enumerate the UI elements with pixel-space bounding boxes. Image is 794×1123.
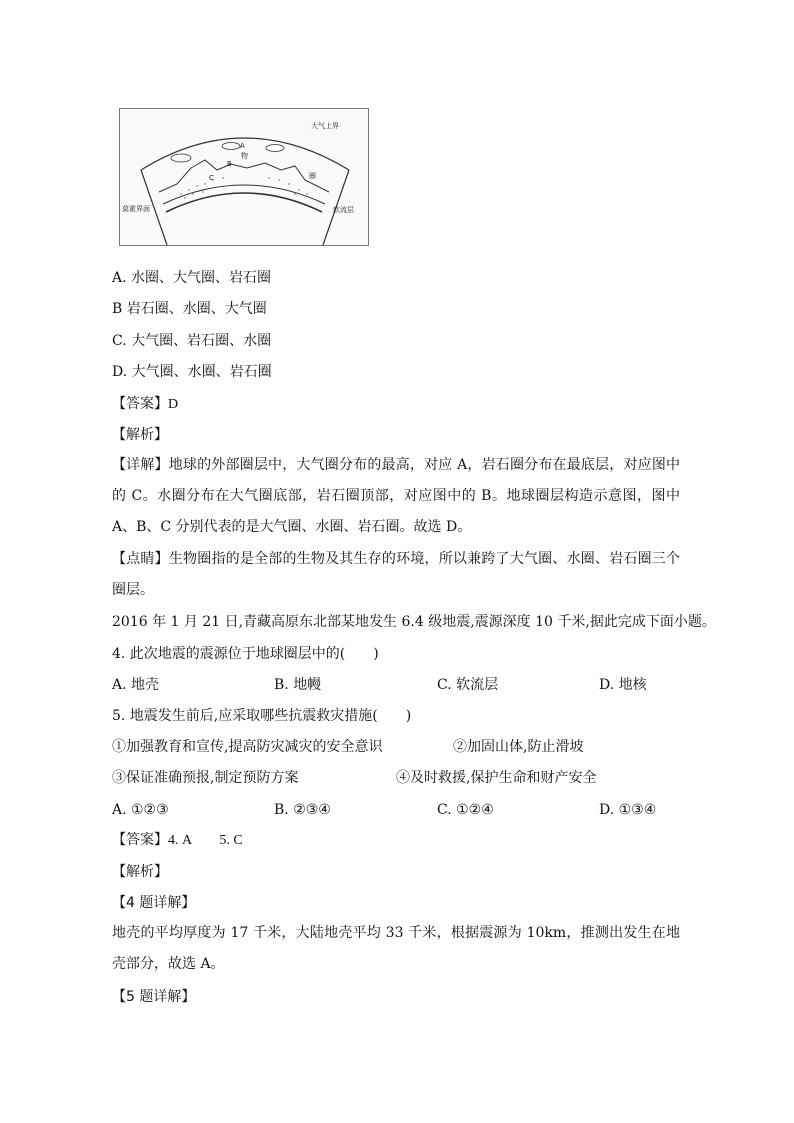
q3-analysis-tag: 【解析】 <box>112 427 168 443</box>
q3-option-b: B 岩石圈、水圈、大气圈 <box>112 301 267 317</box>
q4-option-b: B. 地幔 <box>274 677 322 693</box>
q4-option-a: A. 地壳 <box>112 677 160 693</box>
q3-answer <box>112 394 178 415</box>
q3-option-c: C. 大气圈、岩石圈、水圈 <box>112 333 272 349</box>
detail-text: 地球的外部圈层中，大气圈分布的最高，对应 A，岩石圈分布在最底层，对应图中的 C。水圈分布在大气圈底部，岩石圈顶部，对应图中的 B。地球圈层构造示意图，图中 A、B、C 分别代表的是大气圈、水圈、岩石圈。故选 D。 <box>112 457 681 535</box>
label-a-sub: 物 <box>241 152 248 160</box>
analysis-45-tag: 【解析】 <box>112 864 168 880</box>
answer-45-text: 4. A 5. C <box>168 833 243 848</box>
q5-item-3: ③保证准确预报,制定预防方案 <box>112 770 299 786</box>
answer-45 <box>112 830 243 851</box>
q5-option-a: A. ①②③ <box>112 802 169 818</box>
comment-text: 生物圈指的是全部的生物及其生存的环境，所以兼跨了大气圈、水圈、岩石圈三个圈层。 <box>112 551 681 598</box>
detail-tag: 【详解】 <box>112 457 169 473</box>
detail-4-tag: 【4 题详解】 <box>112 895 196 911</box>
q3-option-a: A. 水圈、大气圈、岩石圈 <box>112 270 272 286</box>
q4-option-c: C. 软流层 <box>437 677 499 693</box>
answer-tag: 【答案】 <box>112 396 168 412</box>
label-upper-boundary: 大气上界 <box>311 122 339 130</box>
question-stem: 2016 年 1 月 21 日,青藏高原东北部某地发生 6.4 级地震,震源深度 10 千米,据此完成下面小题。 <box>112 614 716 630</box>
label-a: A <box>240 142 245 150</box>
comment-tag: 【点睛】 <box>112 551 169 567</box>
q3-comment <box>112 544 680 606</box>
earth-sphere-diagram <box>119 108 369 246</box>
answer-45-tag: 【答案】 <box>112 832 168 848</box>
label-b: B <box>227 160 232 168</box>
label-asthenosphere: 软流层 <box>333 206 354 214</box>
q5-text: 5. 地震发生前后,应采取哪些抗震救灾措施( ) <box>112 708 412 724</box>
q3-option-d: D. 大气圈、水圈、岩石圈 <box>112 364 272 380</box>
q3-detail <box>112 450 680 543</box>
label-c: C <box>209 174 214 182</box>
q5-option-b: B. ②③④ <box>274 802 331 818</box>
q5-option-d: D. ①③④ <box>599 802 657 818</box>
q5-item-2: ②加固山体,防止滑坡 <box>453 739 584 755</box>
detail-4-text: 地壳的平均厚度为 17 千米，大陆地壳平均 33 千米，根据震源为 10km，推测出发生在地壳部分，故选 A。 <box>112 925 680 972</box>
q4-text: 4. 此次地震的震源位于地球圈层中的( ) <box>112 646 379 662</box>
q4-option-d: D. 地核 <box>599 677 647 693</box>
q5-item-4: ④及时救援,保护生命和财产安全 <box>396 770 597 786</box>
label-moho: 莫霍界面 <box>122 205 150 213</box>
q5-item-1: ①加强教育和宣传,提高防灾减灾的安全意识 <box>112 739 383 755</box>
q5-option-c: C. ①②④ <box>437 802 494 818</box>
label-right: 圈 <box>309 172 316 180</box>
answer-text: D <box>168 397 179 412</box>
detail-5-tag: 【5 题详解】 <box>112 989 196 1005</box>
